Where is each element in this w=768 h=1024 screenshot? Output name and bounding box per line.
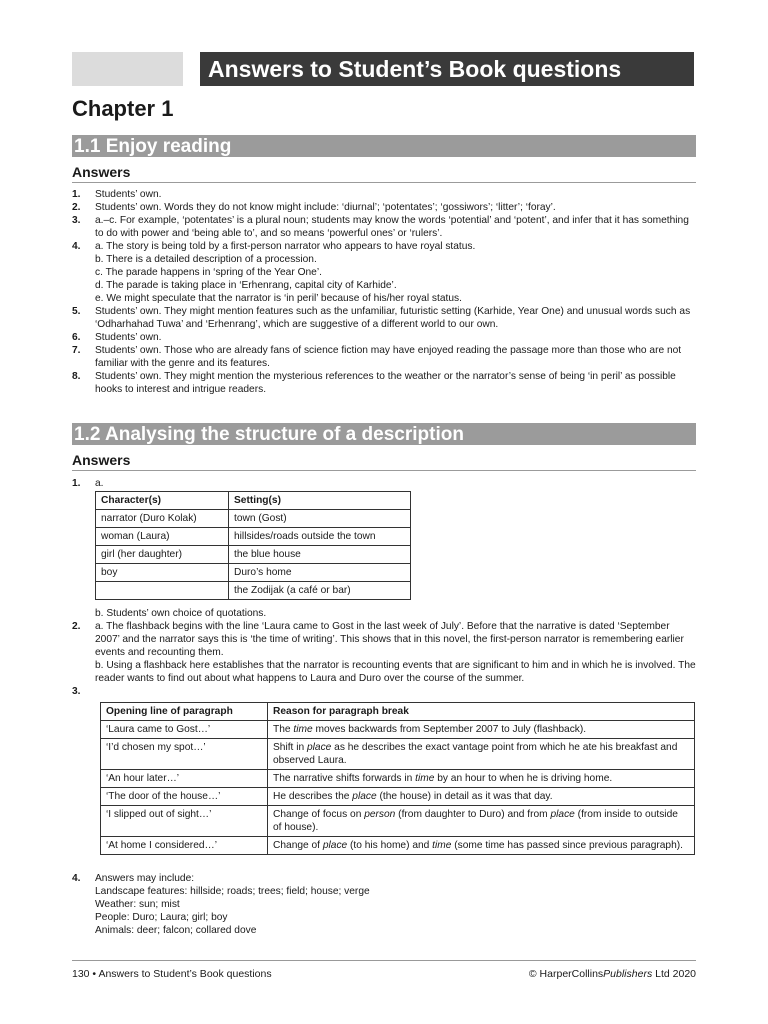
answer-item: [72, 240, 696, 253]
table-header-row: [96, 492, 411, 510]
reason-text: Shift in: [273, 742, 307, 753]
emphasis-text: time: [432, 840, 452, 851]
table-row: [96, 546, 411, 564]
emphasis-text: place: [322, 840, 348, 851]
answer-item: [72, 253, 696, 266]
answer-text: e. We might speculate that the narrator is ‘in peril’ because of his/her royal status.: [95, 293, 462, 304]
answer-item: [72, 201, 696, 214]
copyright-prefix: © HarperCollins: [528, 968, 604, 980]
answer-number: 8.: [72, 371, 81, 382]
answer-number: 2.: [72, 202, 81, 213]
question-number: 2.: [72, 621, 81, 632]
characters-settings-table: [95, 491, 411, 600]
emphasis-text: person: [364, 809, 396, 820]
emphasis-text: time: [415, 773, 435, 784]
table-header-cell: Setting(s): [229, 492, 411, 510]
section-2-title: 1.2 Analysing the structure of a description: [72, 423, 696, 445]
answer-text: b. There is a detailed description of a procession.: [95, 254, 317, 265]
reason-text: (from daughter to Duro) and from: [395, 809, 551, 820]
answer-item: [72, 214, 696, 240]
copyright-suffix: Ltd 2020: [652, 968, 696, 980]
section-1-answers-heading: Answers: [72, 164, 696, 183]
reason-text: (to his home) and: [347, 840, 433, 851]
reason-cell: [268, 739, 695, 770]
answer-line: Animals: deer; falcon; collared dove: [95, 925, 257, 936]
paragraph-breaks-table: [100, 702, 695, 855]
answer-text: a. The story is being told by a first-person narrator who appears to have royal status.: [95, 241, 476, 252]
footer-divider: [72, 960, 696, 961]
answer-number: 7.: [72, 345, 81, 356]
answer-text: Students’ own.: [95, 189, 162, 200]
section-2-answers-heading: Answers: [72, 452, 696, 471]
answer-item: [72, 370, 696, 396]
emphasis-text: place: [550, 809, 575, 820]
reason-text: The: [273, 724, 294, 735]
opening-line-cell: ‘Laura came to Gost…’: [101, 721, 268, 739]
table-row: [101, 739, 695, 770]
answer-text: a.–c. For example, ‘potentates’ is a plural noun; students may know the words ‘potential’ and ‘potent’, and infer that it has something to do with power and ‘being able to’, and so means ‘powerful ones’ or ‘rulers’.: [95, 215, 689, 239]
opening-line-cell: ‘At home I considered…’: [101, 837, 268, 855]
answer-number: 1.: [72, 189, 81, 200]
page-banner-title: Answers to Student’s Book questions: [200, 52, 694, 86]
table-cell: boy: [96, 564, 229, 582]
answer-text: Students’ own. They might mention features such as the unfamiliar, futuristic setting (Karhide, Year One) and unusual words such as ‘Odharhahad Tuwa’ and ‘Erhenrang’, which are suggestive of a different world to our own.: [95, 306, 691, 330]
answer-text: Students’ own.: [95, 332, 162, 343]
question-2a: a. The flashback begins with the line ‘Laura came to Gost in the last week of July’. Before that the narrative is dated ‘September 2007’ and the narrator says this is ‘the time of writing’. This shows that in this novel, the first-person narrator is remembering earlier events and recounting them.: [95, 621, 684, 658]
answer-text: Students’ own. Those who are already fans of science fiction may have enjoyed reading the passage more than those who are not familiar with the genre and its features.: [95, 345, 682, 369]
answer-item: [72, 344, 696, 370]
opening-line-cell: ‘The door of the house…’: [101, 788, 268, 806]
answer-number: 3.: [72, 215, 81, 226]
reason-cell: [268, 788, 695, 806]
emphasis-text: place: [352, 791, 377, 802]
section-1-title: 1.1 Enjoy reading: [72, 135, 696, 157]
table-header-row: [101, 703, 695, 721]
answer-number: 6.: [72, 332, 81, 343]
question-1: [72, 477, 696, 490]
characters-settings-table-wrap: [95, 491, 411, 600]
chapter-heading: Chapter 1: [72, 96, 174, 121]
question-1b: b. Students’ own choice of quotations.: [95, 608, 267, 619]
answer-number: [72, 266, 95, 279]
answer-item: [72, 279, 696, 292]
table-cell: Duro’s home: [229, 564, 411, 582]
answer-text: Students’ own. Words they do not know might include: ‘diurnal’; ‘potentates’; ‘gossiwors’; ‘litter’; ‘foray’.: [95, 202, 556, 213]
answer-line: Answers may include:: [95, 873, 195, 884]
answer-text: Students’ own. They might mention the mysterious references to the weather or the narrator’s sense of being ‘in peril’ as possible hooks to interest and intrigue readers.: [95, 371, 676, 395]
answer-text: c. The parade happens in ‘spring of the Year One’.: [95, 267, 322, 278]
reason-text: by an hour to when he is driving home.: [434, 773, 613, 784]
question-2b: b. Using a flashback here establishes that the narrator is recounting events that are significant to him and in which he is involved. The reader wants to find out about what happens to Laura and Duro over the course of the summer.: [95, 660, 696, 684]
reason-cell: [268, 770, 695, 788]
answer-item: [72, 266, 696, 279]
table-cell: girl (her daughter): [96, 546, 229, 564]
table-row: [101, 806, 695, 837]
table-row: [101, 788, 695, 806]
question-number: 3.: [72, 686, 81, 697]
table-cell: town (Gost): [229, 510, 411, 528]
table-row: [96, 582, 411, 600]
opening-line-cell: ‘I slipped out of sight…’: [101, 806, 268, 837]
copyright-italic: Publishers: [603, 968, 653, 980]
answer-line: Landscape features: hillside; roads; trees; field; house; verge: [95, 886, 370, 897]
table-header-cell: Opening line of paragraph: [101, 703, 268, 721]
emphasis-text: time: [293, 724, 313, 735]
answer-item: [72, 188, 696, 201]
reason-text: Change of focus on: [273, 809, 365, 820]
reason-text: He describes the: [273, 791, 353, 802]
table-row: [101, 837, 695, 855]
reason-text: (from inside to outside of house).: [273, 809, 678, 833]
table-row: [96, 528, 411, 546]
answer-number: [72, 279, 95, 292]
reason-text: (the house) in detail as it was that day.: [376, 791, 553, 802]
table-header-cell: Character(s): [96, 492, 229, 510]
answer-number: [72, 292, 95, 305]
answer-text: d. The parade is taking place in ‘Erhenrang, capital city of Karhide’.: [95, 280, 397, 291]
question-4-lines: [95, 872, 696, 937]
table-cell: the blue house: [229, 546, 411, 564]
table-cell: [96, 582, 229, 600]
answer-item: [72, 292, 696, 305]
answer-item: [72, 331, 696, 344]
question-1-label: a.: [95, 478, 104, 489]
question-1b-and-2: [72, 607, 696, 698]
reason-cell: [268, 837, 695, 855]
table-cell: hillsides/roads outside the town: [229, 528, 411, 546]
reason-text: The narrative shifts forwards in: [273, 773, 416, 784]
footer-copyright: [529, 968, 696, 980]
answer-item: [72, 305, 696, 331]
answer-number: 4.: [72, 241, 81, 252]
table-row: [96, 510, 411, 528]
question-number: 1.: [72, 478, 81, 489]
table-row: [101, 770, 695, 788]
header-grey-block: [72, 52, 183, 86]
answer-line: Weather: sun; mist: [95, 899, 180, 910]
table-cell: the Zodijak (a café or bar): [229, 582, 411, 600]
table-cell: narrator (Duro Kolak): [96, 510, 229, 528]
reason-text: moves backwards from September 2007 to July (flashback).: [312, 724, 587, 735]
answer-number: 5.: [72, 306, 81, 317]
table-row: [101, 721, 695, 739]
answer-number: [72, 253, 95, 266]
table-header-cell: Reason for paragraph break: [268, 703, 695, 721]
table-cell: woman (Laura): [96, 528, 229, 546]
opening-line-cell: ‘An hour later…’: [101, 770, 268, 788]
emphasis-text: place: [306, 742, 332, 753]
footer-page-info: 130 • Answers to Student’s Book questions: [72, 968, 272, 980]
table-row: [96, 564, 411, 582]
section-1-answer-list: [72, 188, 696, 396]
reason-cell: [268, 721, 695, 739]
reason-cell: [268, 806, 695, 837]
answer-line: People: Duro; Laura; girl; boy: [95, 912, 228, 923]
reason-text: Change of: [273, 840, 323, 851]
reason-text: (some time has passed since previous paragraph).: [451, 840, 683, 851]
opening-line-cell: ‘I’d chosen my spot…’: [101, 739, 268, 770]
question-number: 4.: [72, 873, 81, 884]
paragraph-table-wrap: [100, 702, 695, 855]
reason-text: as he describes the exact vantage point from which he ate his breakfast and observed Laura.: [273, 742, 678, 766]
question-4: [72, 872, 696, 937]
